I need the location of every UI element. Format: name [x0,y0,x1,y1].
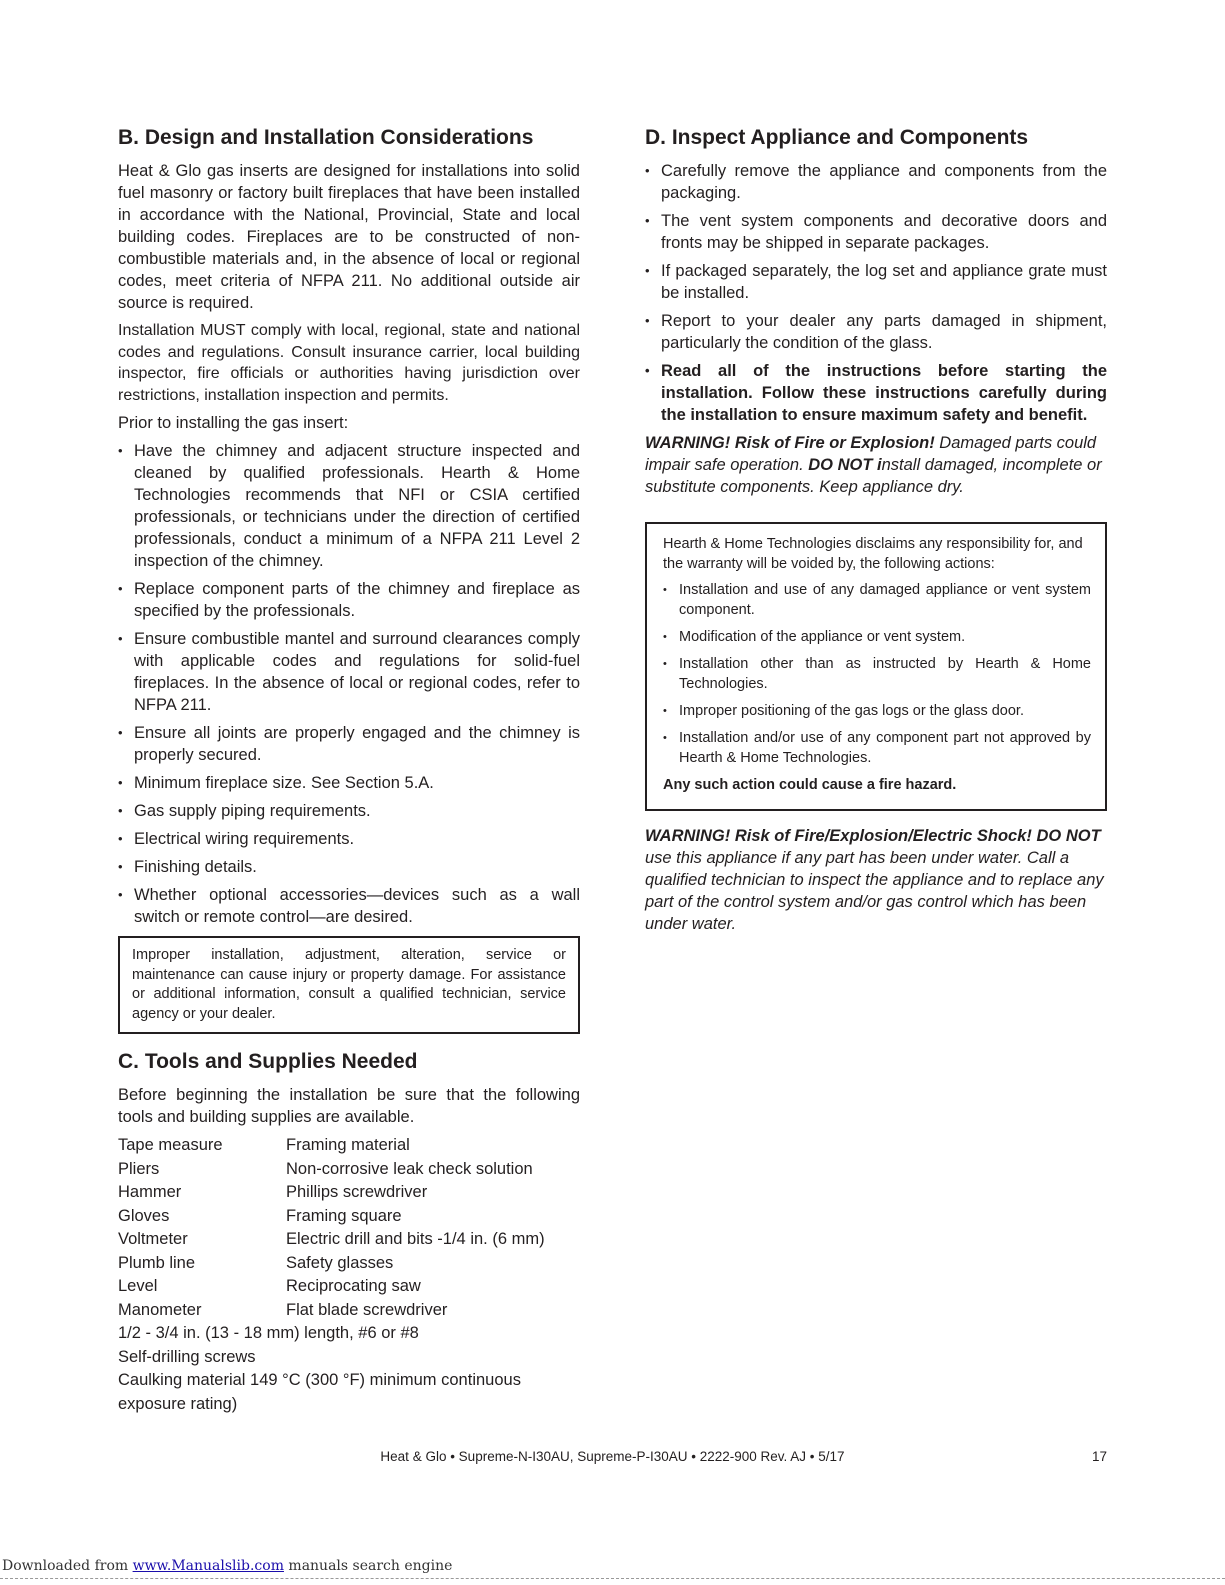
warning-water-damage [645,825,1107,935]
list-item: • Improper positioning of the gas logs or the glass door. [663,701,1091,721]
tool-cell: Plumb line [118,1253,196,1272]
list-item: • Carefully remove the appliance and components from the packaging. [645,160,1107,204]
page-number: 17 [1091,1449,1107,1464]
installation-notice-box [118,936,580,1034]
list-item: • Installation and use of any damaged appliance or vent system component. [663,580,1091,620]
list-item: • Finishing details. [118,856,580,878]
tool-cell: Manometer [118,1300,202,1319]
warning-text: nstall damaged, incomplete or substitute components. Keep appliance dry. [645,456,1102,496]
table-row [118,1181,545,1205]
left-column [118,124,580,1416]
section-c-intro: Before beginning the installation be sure that the following tools and building supplies are available. [118,1086,580,1126]
list-item: • Modification of the appliance or vent system. [663,627,1091,647]
tool-cell: Electric drill and bits -1/4 in. (6 mm) [286,1230,545,1248]
table-row [118,1158,545,1182]
list-item: • Ensure combustible mantel and surround clearances comply with applicable codes and regulations for solid-fuel fireplaces. In the absence of local or regional codes, refer to NFPA 211. [118,628,580,716]
warning-label: WARNING! Risk of Fire or Explosion! [645,434,935,452]
download-suffix: manuals search engine [283,1558,453,1574]
tool-cell: Level [118,1277,158,1295]
list-item: • Have the chimney and adjacent structure inspected and cleaned by qualified professionals. Hearth & Home Technologies recommends that NFI or CSIA certified professionals, or technicians under the direction of certified professionals, conduct a minimum of a NFPA 211 Level 2 inspection of the chimney. [118,440,580,572]
table-row [118,1134,545,1158]
tool-cell: Gloves [118,1206,170,1225]
download-prefix: Downloaded from [2,1558,133,1574]
tool-cell: Tape measure [118,1136,223,1154]
list-item: • Read all of the instructions before starting the installation. Follow these instructions carefully during the installation to ensure maximum safety and benefit. [645,360,1107,426]
table-row [118,1252,545,1276]
section-c-heading: C. Tools and Supplies Needed [118,1050,418,1073]
manualslib-link[interactable]: www.Manualslib.com [132,1558,284,1574]
section-d-heading: D. Inspect Appliance and Components [645,126,1029,149]
disclaimer-box [645,522,1107,811]
tool-cell: Safety glasses [286,1253,394,1272]
tool-cell: Flat blade screwdriver [286,1300,448,1319]
list-item: • If packaged separately, the log set and appliance grate must be installed. [645,260,1107,304]
tool-cell: Framing square [286,1206,402,1225]
tool-cell: Hammer [118,1183,182,1201]
warning-emphasis: DO NOT i [808,456,882,474]
list-item: • Installation other than as instructed by Hearth & Home Technologies. [663,654,1091,694]
section-b-bullet-list [118,440,580,928]
tools-table [118,1134,545,1322]
section-b-para-2: Installation MUST comply with local, regional, state and national codes and regulations. Consult insurance carrier, local building inspector, fire officials or authorities having jurisdiction over restrictions, installation inspection and permits. [118,322,580,404]
footer-text: Heat & Glo • Supreme-N-I30AU, Supreme-P-I30AU • 2222-900 Rev. AJ • 5/17 [380,1449,845,1464]
section-b-para-1: Heat & Glo gas inserts are designed for installations into solid fuel masonry or factory built fireplaces that have been installed in accordance with the National, Provincial, State and local building codes. Fireplaces are to be constructed of non-combustible materials and, in the absence of local or regional codes, meet criteria of NFPA 211. No additional outside air source is required. [118,162,580,312]
list-item: • Installation and/or use of any component part not approved by Hearth & Home Technologies. [663,728,1091,768]
list-item: • Minimum fireplace size. See Section 5.A. [118,772,580,794]
section-b-para-3: Prior to installing the gas insert: [118,414,349,432]
warning-label: WARNING! Risk of Fire/Explosion/Electric Shock! DO NOT [645,827,1101,845]
list-item: • Whether optional accessories—devices such as a wall switch or remote control—are desired. [118,884,580,928]
disclaimer-intro: Hearth & Home Technologies disclaims any responsibility for, and the warranty will be voided by, the following actions: [663,536,1083,572]
tool-cell: Framing material [286,1136,410,1154]
tool-extra-line: Caulking material 149 °C (300 °F) minimum continuous exposure rating) [118,1371,521,1413]
tool-cell: Non-corrosive leak check solution [286,1159,533,1178]
tool-cell: Pliers [118,1159,160,1178]
tool-extra-line: Self-drilling screws [118,1347,256,1366]
dashed-divider [0,1578,1225,1579]
disclaimer-closing: Any such action could cause a fire hazard. [663,777,957,793]
warning-damaged-parts [645,432,1107,498]
table-row [118,1275,545,1299]
installation-notice-text: Improper installation, adjustment, alteration, service or maintenance can cause injury or property damage. For assistance or additional information, consult a qualified technician, service agency or your dealer. [132,947,566,1022]
list-item: • Report to your dealer any parts damaged in shipment, particularly the condition of the glass. [645,310,1107,354]
table-row [118,1205,545,1229]
tool-cell: Reciprocating saw [286,1277,421,1295]
warning-text: use this appliance if any part has been under water. Call a qualified technician to inspect the appliance and to replace any part of the control system and/or gas control which has been under water. [645,849,1104,933]
table-row [118,1299,545,1323]
list-item: • Replace component parts of the chimney and fireplace as specified by the professionals. [118,578,580,622]
section-b-heading: B. Design and Installation Considerations [118,126,534,149]
warning-text: Damaged parts could impair safe operation. [645,434,1097,474]
list-item: • The vent system components and decorative doors and fronts may be shipped in separate packages. [645,210,1107,254]
list-item: • Ensure all joints are properly engaged and the chimney is properly secured. [118,722,580,766]
tool-cell: Voltmeter [118,1230,188,1248]
table-row [118,1228,545,1252]
right-column [645,124,1107,935]
disclaimer-bullet-list [663,580,1091,768]
list-item: • Gas supply piping requirements. [118,800,580,822]
list-item: • Electrical wiring requirements. [118,828,580,850]
tool-cell: Phillips screwdriver [286,1183,428,1201]
download-banner [2,1558,452,1574]
section-d-bullet-list [645,160,1107,426]
tool-extra-line: 1/2 - 3/4 in. (13 - 18 mm) length, #6 or #8 [118,1324,419,1342]
